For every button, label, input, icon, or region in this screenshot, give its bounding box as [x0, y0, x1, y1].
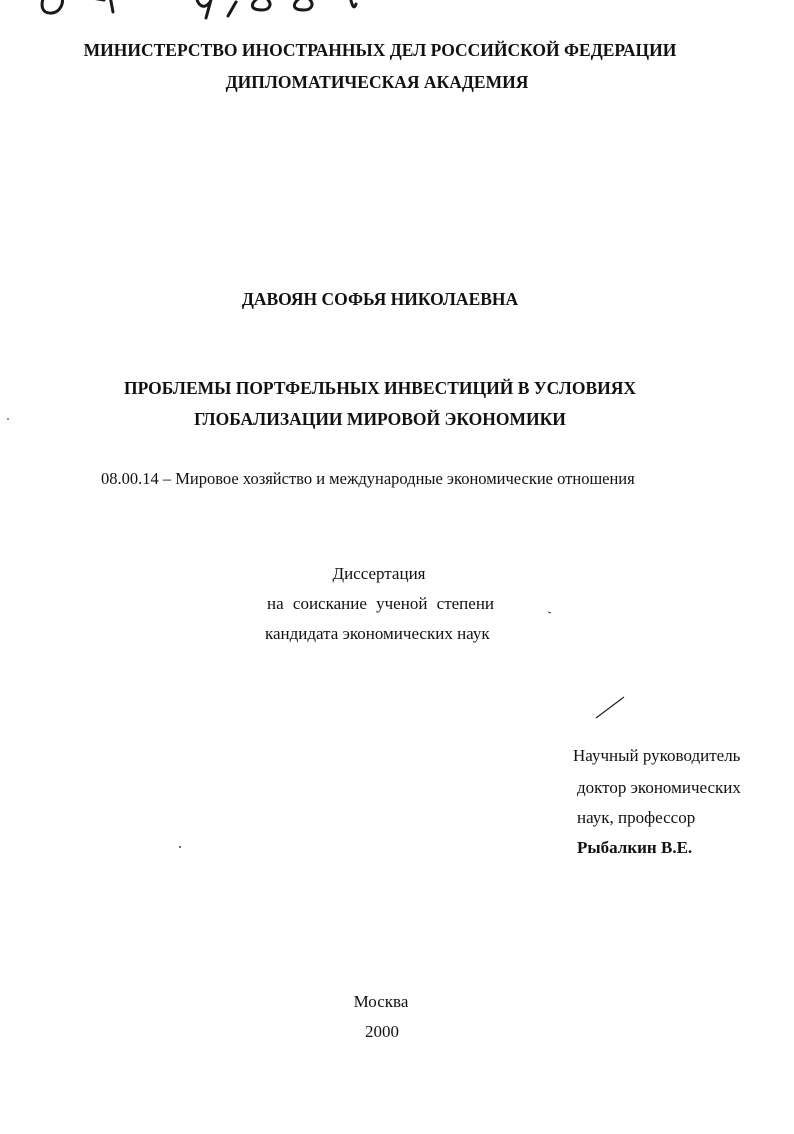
dissertation-label: Диссертация	[332, 564, 426, 583]
supervisor-degree: доктор экономических	[577, 778, 741, 797]
thesis-title-line-2: ГЛОБАЛИЗАЦИИ МИРОВОЙ ЭКОНОМИКИ	[194, 409, 566, 429]
year: 2000	[365, 1022, 399, 1041]
supervisor-name: Рыбалкин В.Е.	[577, 838, 693, 857]
speck-mark	[548, 612, 551, 613]
supervisor-label: Научный руководитель	[573, 746, 741, 765]
city: Москва	[353, 992, 409, 1011]
degree-purpose: на соискание ученой степени	[267, 594, 495, 613]
specialty-code: 08.00.14 – Мировое хозяйство и международные экономические отношения	[101, 469, 635, 488]
speck-mark	[179, 846, 181, 848]
ministry-name: МИНИСТЕРСТВО ИНОСТРАННЫХ ДЕЛ РОССИЙСКОЙ ФЕДЕРАЦИИ	[83, 40, 677, 60]
academy-name: ДИПЛОМАТИЧЕСКАЯ АКАДЕМИЯ	[225, 72, 529, 92]
author-name: ДАВОЯН СОФЬЯ НИКОЛАЕВНА	[241, 289, 519, 309]
thesis-title-line-1: ПРОБЛЕМЫ ПОРТФЕЛЬНЫХ ИНВЕСТИЦИЙ В УСЛОВИЯХ	[123, 378, 637, 398]
pen-stroke-mark	[596, 697, 624, 718]
supervisor-rank: наук, профессор	[577, 808, 696, 827]
degree-name: кандидата экономических наук	[265, 624, 490, 643]
